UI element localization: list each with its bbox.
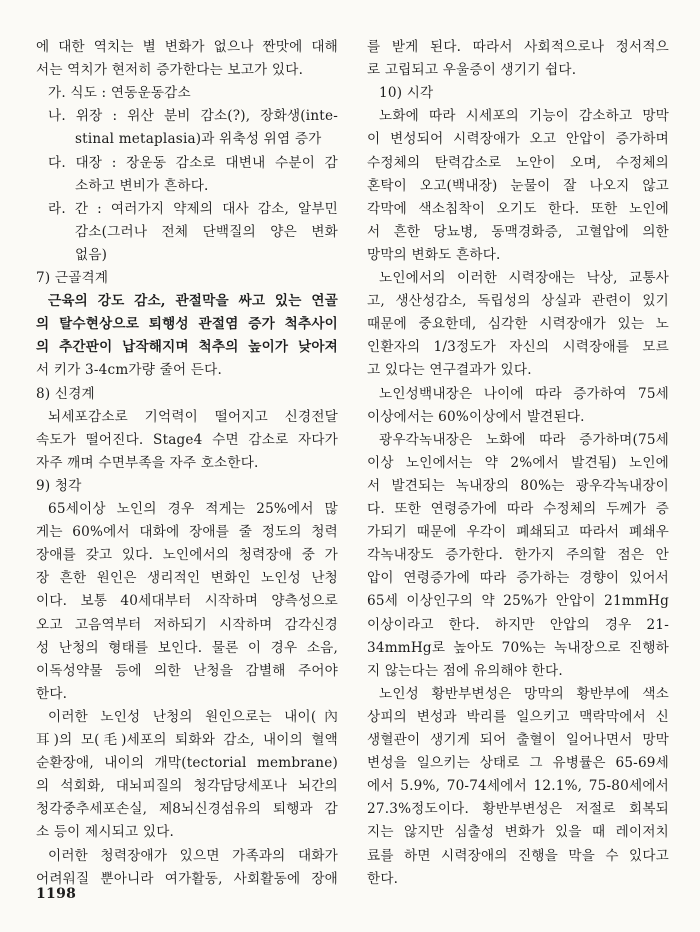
text-line: 순환장애, 내이의 개막(tectorial membrane) xyxy=(36,755,338,772)
text-line: 9) 청각 xyxy=(36,477,82,494)
text-line: 소 등이 제시되고 있다. xyxy=(36,824,175,841)
text-line: 혼탁이 오고(백내장) 눈물이 잘 나오지 않고 xyxy=(367,177,669,194)
text-line: 의 석회화, 대뇌피질의 청각담당세포나 뇌간의 xyxy=(36,778,338,795)
text-line: 각막에 색소침착이 오기도 한다. 또한 노인에 xyxy=(367,200,669,217)
text-line: 65세 이상인구의 약 25%가 안압이 21mmHg xyxy=(367,593,669,610)
text-line: 34mmHg로 높아도 70%는 녹내장으로 진행하 xyxy=(367,639,669,656)
text-line: 서는 역치가 현저히 증가한다는 보고가 있다. xyxy=(36,62,304,79)
text-line: 로 고립되고 우울증이 생기기 쉽다. xyxy=(367,62,577,79)
text-line: 각녹내장도 증가한다. 한가지 주의할 점은 안 xyxy=(367,547,669,564)
text-line: 耳)의 모(毛)세포의 퇴화와 감소, 내이의 혈액 xyxy=(36,732,338,748)
text-line: 변성을 일으키는 상태로 그 유병률은 65-69세 xyxy=(367,755,669,772)
text-line: 노인성백내장은 나이에 따라 증가하여 75세 xyxy=(379,385,669,402)
text-line: 고 있다는 연구결과가 있다. xyxy=(367,362,532,379)
text-line: 지는 않지만 심출성 변화가 있을 때 레이저치 xyxy=(367,824,669,841)
text-line: 없음) xyxy=(75,246,108,263)
text-line: 근육의 강도 감소, 관절막을 싸고 있는 연골 xyxy=(48,293,338,310)
text-line: 성 난청의 형태를 보인다. 물론 이 경우 소음, xyxy=(36,639,338,656)
text-line: 10) 시각 xyxy=(379,85,434,102)
page-number: 1198 xyxy=(36,886,77,902)
text-line: 이상 노인에서는 약 2%에서 발견됨) 노인에 xyxy=(367,454,669,471)
text-line: 료를 하면 시력장애의 진행을 막을 수 있다고 xyxy=(367,847,669,864)
text-line: stinal metaplasia)과 위축성 위염 증가 xyxy=(75,131,322,148)
text-line: 압이 연령증가에 따라 증가하는 경향이 있어서 xyxy=(367,570,669,587)
text-line: 이상이라고 한다. 하지만 안압의 경우 21- xyxy=(367,616,669,633)
text-line: 이러한 노인성 난청의 원인으로는 내이(內 xyxy=(48,708,338,725)
text-line: 서 발견되는 녹내장의 80%는 광우각녹내장이 xyxy=(367,477,669,494)
text-line: 수정체의 탄력감소로 노안이 오며, 수정체의 xyxy=(367,154,669,171)
text-line: 이다. 보통 40세대부터 시작하며 양측성으로 xyxy=(36,593,338,610)
text-line: 광우각녹내장은 노화에 따라 증가하며(75세 xyxy=(379,431,669,448)
text-line: 노화에 따라 시세포의 기능이 감소하고 망막 xyxy=(379,108,669,125)
text-line: 의 탈수현상으로 퇴행성 관절염 증가 척추사이 xyxy=(36,316,338,333)
text-line: 소하고 변비가 흔하다. xyxy=(75,177,209,194)
text-line: 상피의 변성과 박리를 일으키고 맥락막에서 신 xyxy=(367,708,669,725)
text-line: 고, 생산성감소, 독립성의 상실과 관련이 있기 xyxy=(367,293,669,310)
text-line: 노인에서의 이러한 시력장애는 낙상, 교통사 xyxy=(379,270,669,286)
text-line: 생혈관이 생기게 되어 출혈이 일어나면서 망막 xyxy=(367,732,669,748)
text-line: 청각중추세포손실, 제8뇌신경섬유의 퇴행과 감 xyxy=(36,801,338,818)
text-line: 한다. xyxy=(36,685,68,702)
text-line: 이러한 청력장애가 있으면 가족과의 대화가 xyxy=(48,847,338,864)
text-line: 의 추간판이 납작해지며 척추의 높이가 낮아져 xyxy=(36,339,338,356)
text-line: 이상에서는 60%이상에서 발견된다. xyxy=(367,408,585,425)
text-line: 때문에 중요한데, 심각한 시력장애가 있는 노 xyxy=(367,316,669,333)
text-line: 노인성 황반부변성은 망막의 황반부에 색소 xyxy=(379,685,669,702)
text-line: 서 흔한 당뇨병, 동맥경화증, 고혈압에 의한 xyxy=(367,223,669,240)
text-line: 장 흔한 원인은 생리적인 변화인 노인성 난청 xyxy=(36,570,338,587)
text-line: 에 대한 역치는 별 변화가 없으나 짠맛에 대해 xyxy=(36,39,338,55)
text-line: 라. 간 : 여러가지 약제의 대사 감소, 알부민 xyxy=(48,200,338,217)
text-line: 자주 깨며 수면부족을 자주 호소한다. xyxy=(36,454,259,471)
text-line: 가. 식도 : 연동운동감소 xyxy=(48,85,191,102)
text-line: 이 변성되어 시력장애가 오고 안압이 증가하며 xyxy=(367,131,669,148)
text-line: 7) 근골격계 xyxy=(36,270,109,286)
text-line: 에서 5.9%, 70-74세에서 12.1%, 75-80세에서 xyxy=(367,778,669,795)
text-line: 감소(그러나 전체 단백질의 양은 변화 xyxy=(75,223,338,240)
text-line: 서 키가 3-4cm가량 줄어 든다. xyxy=(36,362,222,379)
text-line: 다. 또한 연령증가에 따라 수정체의 두께가 증 xyxy=(367,501,669,517)
text-line: 오고 고음역부터 저하되기 시작하며 감각신경 xyxy=(36,616,338,633)
text-line: 27.3%정도이다. 황반부변성은 저절로 회복되 xyxy=(367,801,669,818)
text-line: 게는 60%에서 대화에 장애를 줄 정도의 청력 xyxy=(36,524,338,541)
text-line: 속도가 떨어진다. Stage4 수면 감소로 자다가 xyxy=(36,431,338,448)
text-line: 한다. xyxy=(367,870,399,887)
text-line: 어려워질 뿐아니라 여가활동, 사회활동에 장애 xyxy=(36,870,338,887)
text-line: 인환자의 1/3정도가 자신의 시력장애를 모르 xyxy=(367,339,669,356)
text-line: 나. 위장 : 위산 분비 감소(?), 장화생(inte- xyxy=(48,108,338,125)
text-line: 망막의 변화도 흔하다. xyxy=(367,246,501,263)
text-line: 이독성약물 등에 의한 난청을 감별해 주어야 xyxy=(36,662,338,679)
text-line: 장애를 갖고 있다. 노인에서의 청력장애 중 가 xyxy=(36,547,338,564)
text-line: 가되기 때문에 우각이 폐쇄되고 따라서 폐쇄우 xyxy=(367,524,669,541)
text-line: 다. 대장 : 장운동 감소로 대변내 수분이 감 xyxy=(48,154,338,171)
text-line: 뇌세포감소로 기억력이 떨어지고 신경전달 xyxy=(48,408,338,425)
text-line: 65세이상 노인의 경우 적게는 25%에서 많 xyxy=(48,501,338,517)
text-line: 지 않는다는 점에 유의해야 한다. xyxy=(367,662,563,679)
text-line: 를 받게 된다. 따라서 사회적으로나 정서적으 xyxy=(367,39,669,55)
text-line: 8) 신경계 xyxy=(36,385,95,402)
